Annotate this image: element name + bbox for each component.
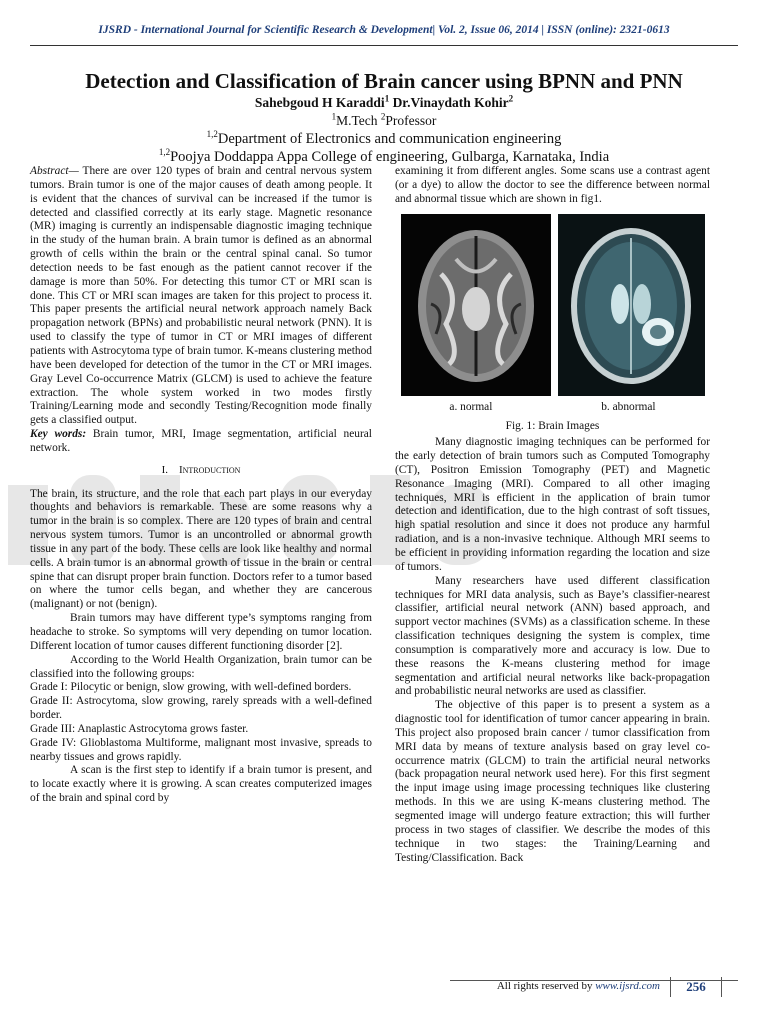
college-sup: 1,2 bbox=[158, 147, 171, 158]
section-heading-introduction bbox=[30, 464, 372, 478]
journal-header: IJSRD - International Journal for Scientific Research & Development| Vol. 2, Issue 06, 2014 | ISSN (online): 2321-0613 bbox=[98, 24, 670, 36]
department-name: Department of Electronics and communication engineering bbox=[217, 131, 562, 147]
department bbox=[20, 130, 748, 148]
header-divider bbox=[30, 45, 738, 46]
abstract-text: There are over 120 types of brain and central nervous system tumors. Brain tumor is one of the major causes of death among people. It is evident that the chances of survival can be increased if the tumor is detected and classified correctly at its early stage. Magnetic resonance (MR) imaging is currently an indispensable diagnostic imaging technique in the study of the human brain. A brain tumor is defined as an abnormal growth of cells within the brain or the central spinal canal. So tumor detection needs to be fast enough as the patient cannot recover if the damage is more than 50%. For detecting this tumor CT or MRI scan is done. This CT or MRI scan images are taken for this project to process it. This paper presents the artificial neural network approach namely Back propagation network (BPNs) and probabilistic neural network (PNN). It is used to classify the type of tumor in CT or MRI images of different patients with Astrocytoma type of brain tumor. K-means clustering method have been developed for detection of the tumor in the CT or MRI images. Gray Level Co-occurrence Matrix (GLCM) is used to achieve the feature extraction. The whole system worked in two modes firstly Training/Learning mode and secondly Testing/Recognition mode finally gets a classified output. bbox=[30, 165, 372, 427]
grade-4: Grade IV: Glioblastoma Multiforme, malignant most invasive, spreads to nearby tissues and grows rapidly. bbox=[30, 736, 372, 763]
role-2: Professor bbox=[385, 113, 437, 128]
keywords-label: Key words: bbox=[30, 428, 87, 441]
role-1: M.Tech bbox=[336, 113, 381, 128]
title-block bbox=[20, 68, 748, 166]
grade-3: Grade III: Anaplastic Astrocytoma grows faster. bbox=[30, 722, 249, 735]
author-line bbox=[20, 94, 748, 112]
figure-label-a: a. normal bbox=[449, 400, 493, 413]
author-roles bbox=[20, 112, 748, 130]
figure-1 bbox=[395, 211, 710, 397]
abstract bbox=[30, 165, 372, 428]
page-number: 256 bbox=[670, 977, 722, 997]
figure-sublabels bbox=[395, 401, 710, 415]
keywords bbox=[30, 428, 372, 456]
keywords-text: Brain tumor, MRI, Image segmentation, artificial neural network. bbox=[30, 428, 372, 454]
grade-1: Grade I: Pilocytic or benign, slow growing, with well-defined borders. bbox=[30, 681, 352, 694]
intro-paragraph-1: The brain, its structure, and the role that each part plays in our everyday thoughts and behaviors is remarkable. These are some reasons why a tumor in the brain is so complex. There are 120 types of brain and central nervous system tumors. Tumor is an uncontrolled or abnormal growth tissue in any part of the body. These cells are look like healthy and normal cells. A brain tumor is an abnormal growth of tissue in the brain or central spine that can disrupt proper brain function. Doctors refer to a tumor based on where the tumor cells began, and whether they are cancerous (malignant) or not (benign). bbox=[30, 487, 372, 611]
right-paragraph-0: examining it from different angles. Some scans use a contrast agent (or a dye) to allow the doctor to see the difference between normal and abnormal tissue which are shown in fig1. bbox=[395, 165, 710, 205]
author-2: Dr.Vinaydath Kohir bbox=[389, 95, 509, 110]
intro-paragraph-4: A scan is the first step to identify if a brain tumor is present, and to locate exactly where it is growing. A scan creates computerized images of the brain and spinal cord by bbox=[30, 764, 372, 805]
role-2-sup: 2 bbox=[380, 111, 386, 122]
paper-title: Detection and Classification of Brain cancer using BPNN and PNN bbox=[85, 69, 683, 93]
figure-caption: Fig. 1: Brain Images bbox=[505, 420, 600, 433]
author-2-sup: 2 bbox=[508, 93, 514, 104]
author-1: Sahebgoud H Karaddi bbox=[254, 95, 385, 110]
author-1-sup: 1 bbox=[384, 93, 390, 104]
grade-2: Grade II: Astrocytoma, slow growing, rarely spreads with a well-defined border. bbox=[30, 695, 372, 722]
section-title: Introduction bbox=[178, 463, 241, 476]
brain-image-normal bbox=[401, 214, 551, 396]
section-number: I. bbox=[161, 463, 168, 476]
right-paragraph-1: Many diagnostic imaging techniques can be performed for the early detection of brain tumors such as Computed Tomography (CT), Positron Emission Tomography (PET) and Magnetic Resonance Imaging (MRI). Compared to all other imaging techniques, MRI is efficient in the application of brain tumor detection and identification, due to the high contrast of soft tissues, high spatial resolution and since it does not produce any harmful radiation, and is a non-invasive technique. Although MRI seems to be efficient in providing information regarding the location and size of tumors. bbox=[395, 436, 710, 573]
intro-paragraph-2: Brain tumors may have different type’s symptoms ranging from headache to stroke. So symptoms will very depending on tumor location. Different location of tumor causes different functioning disorder [2]. bbox=[30, 612, 372, 652]
right-paragraph-3: The objective of this paper is to present a system as a diagnostic tool for identification of tumor cancer appearing in brain. This project also proposed brain cancer / tumor classification from MRI data by means of texture analysis based on gray level co-occurrence matrix (GLCM) to train the artificial neural networks (back propagation neural network used here). For this first segment the input image using image processing techniques like clustering methods. In this we are using K-means clustering method. The segmented image will undergo feature extraction; this will further process in two stages of classifier. We describe the modes of this technique in two stages: the Training/Learning and Testing/Classification. Back bbox=[395, 699, 710, 864]
college bbox=[20, 148, 748, 166]
footer-site-link[interactable]: www.ijsrd.com bbox=[595, 980, 660, 992]
right-column bbox=[395, 165, 710, 865]
intro-paragraph-3: According to the World Health Organization, brain tumor can be classified into the following groups: bbox=[30, 653, 372, 680]
role-1-sup: 1 bbox=[331, 111, 337, 122]
abstract-label: Abstract— bbox=[30, 165, 79, 177]
department-sup: 1,2 bbox=[206, 129, 218, 140]
figure-label-b: b. abnormal bbox=[601, 400, 656, 413]
brain-image-abnormal bbox=[558, 214, 705, 396]
footer-rights bbox=[497, 980, 660, 992]
college-name: Poojya Doddappa Appa College of engineering, Gulbarga, Karnataka, India bbox=[170, 149, 610, 165]
left-column bbox=[30, 165, 372, 806]
right-paragraph-2: Many researchers have used different classification techniques for MRI data analysis, such as Baye’s classifier-nearest classifier, artificial neural network (ANN) based approach, and support vector machines (SVMs) as a classification scheme. In these classification techniques designing the system is complex, time consumption is comparatively more and accuracy is low. Due to these reasons the K-means clustering method for image segmentation and artificial neural networks like back-propagation and probabilistic neural networks are used as classifier. bbox=[395, 574, 710, 698]
footer-rights-text: All rights reserved by bbox=[496, 980, 596, 992]
